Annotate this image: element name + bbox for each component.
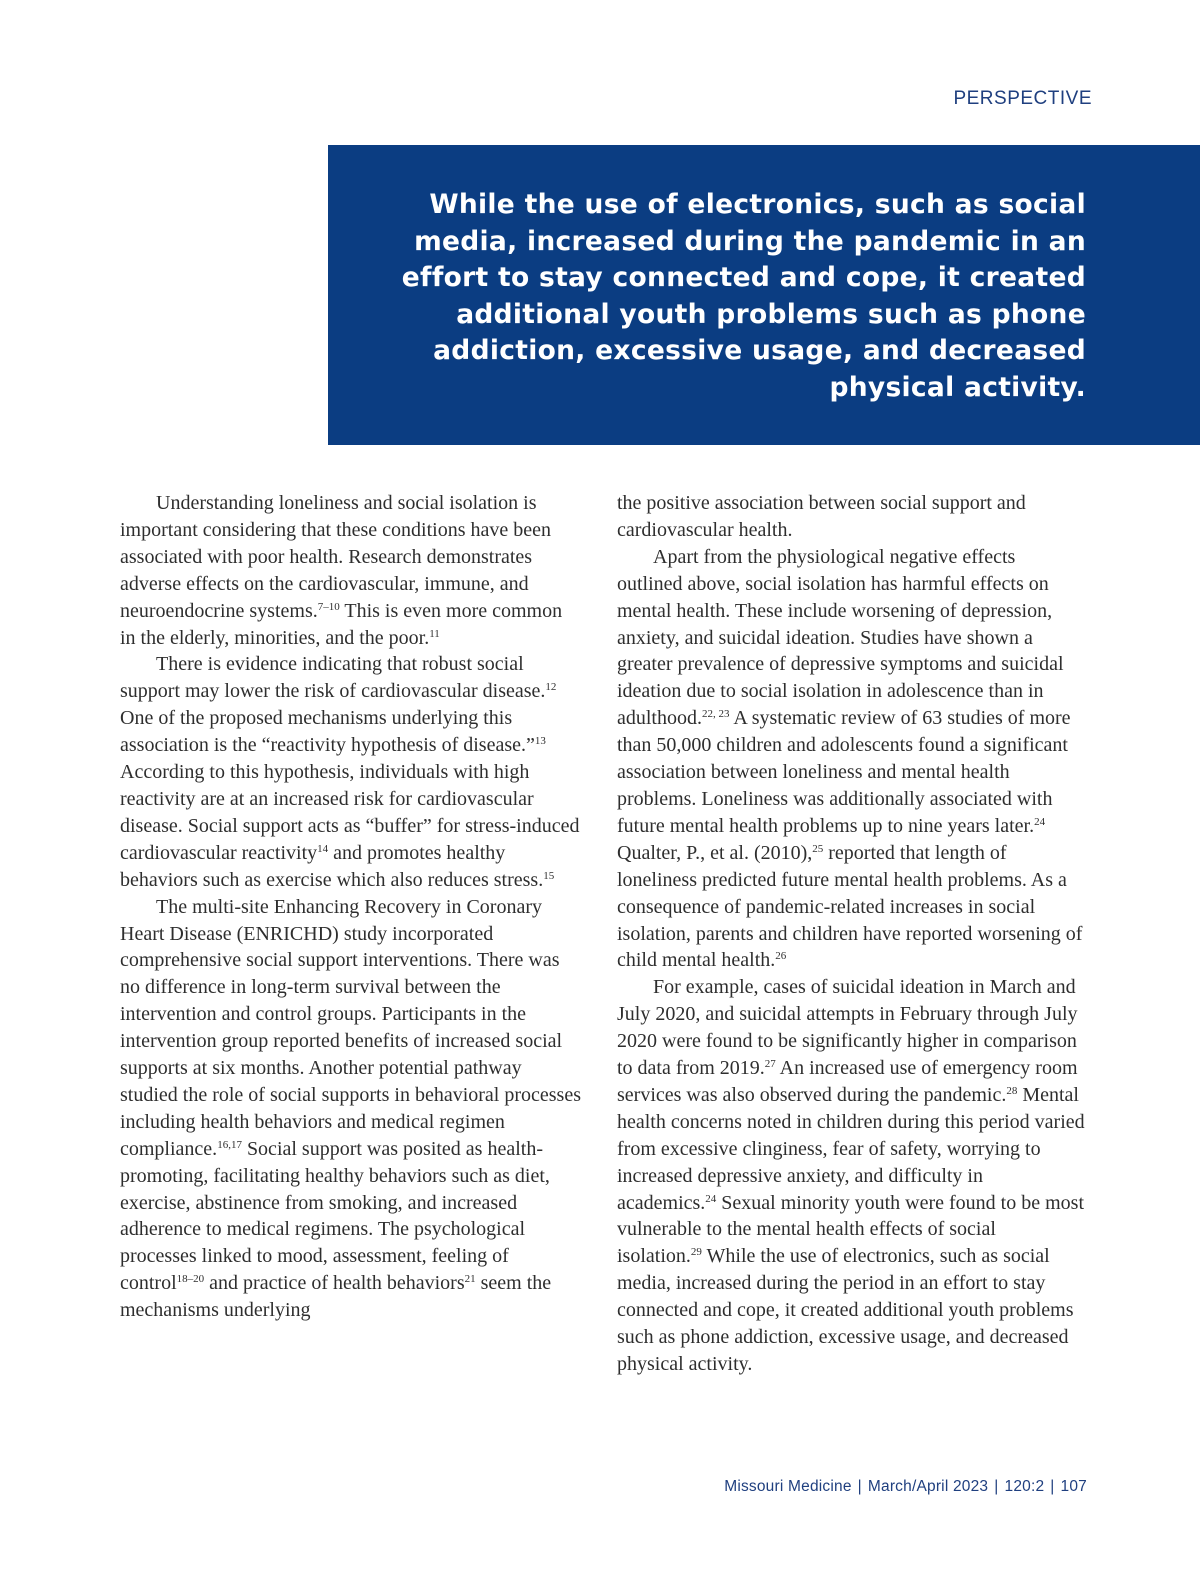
footer-separator: | [857,1478,862,1495]
page-footer [724,1478,1087,1496]
page-number: 107 [1060,1478,1087,1495]
right-paragraph-1: the positive association between social support and cardiovascular health. [617,492,1026,541]
pullquote-box [328,145,1200,445]
section-label: PERSPECTIVE [953,88,1092,109]
footer-separator: | [994,1478,999,1495]
left-column [120,490,582,1324]
right-paragraph-2: Apart from the physiological negative effects outlined above, social isolation has harmful effects on mental health. These include worsening of depression, anxiety, and suicidal ideation. Studies have shown a greater prevalence of depressive symptoms and suicidal ideation due to social isolation in adolescence than in adulthood.$^{22, 23}$ A systematic review of 63 studies of more than 50,000 children and adolescents found a significant association between loneliness and mental health problems. Loneliness was additionally associated with future mental health problems up to nine years later.$^{24}$ Qualter, P., et al. (2010),$^{25}$ reported that length of loneliness predicted future mental health problems. As a consequence of pandemic-related increases in social isolation, parents and children have reported worsening of child mental health.$^{26}$ [617,545,1083,972]
left-paragraph-3: The multi-site Enhancing Recovery in Coronary Heart Disease (ENRICHD) study incorporated comprehensive social support interventions. There was no difference in long-term survival between the intervention and control groups. Participants in the intervention group reported benefits of increased social supports at six months. Another potential pathway studied the role of social supports in behavioral processes including health behaviors and medical regimen compliance.$^{16,17}$ Social support was posited as health-promoting, facilitating healthy behaviors such as diet, exercise, abstinence from smoking, and increased adherence to medical regimens. The psychological processes linked to mood, assessment, feeling of control$^{18-20}$ and practice of health behaviors$^{21}$ seem the mechanisms underlying [120,895,581,1322]
footer-separator: | [1050,1478,1055,1495]
pullquote-text: While the use of electronics, such as social media, increased during the pandemic in an effort to stay connected and cope, it created additional youth problems such as phone addiction, excessive usage, and decreased physical activity. [401,189,1086,403]
left-paragraph-2: There is evidence indicating that robust social support may lower the risk of cardiovascular disease.$^{12}$ One of the proposed mechanisms underlying this association is the “reactivity hypothesis of disease.”$^{13}$ According to this hypothesis, individuals with high reactivity are at an increased risk for cardiovascular disease. Social support acts as “buffer” for stress-induced cardiovascular reactivity$^{14}$ and promotes healthy behaviors such as exercise which also reduces stress.$^{15}$ [120,653,580,891]
footer-journal: Missouri Medicine [724,1478,852,1495]
left-paragraph-1: Understanding loneliness and social isolation is important considering that these conditions have been associated with poor health. Research demonstrates adverse effects on the cardiovascular, immune, and neuroendocrine systems.$^{7-10}$ This is even more common in the elderly, minorities, and the poor.$^{11}$ [120,492,563,649]
right-column [617,490,1085,1378]
right-paragraph-3: For example, cases of suicidal ideation in March and July 2020, and suicidal attempts in February through July 2020 were found to be significantly higher in comparison to data from 2019.27 An increased use of emergency room services was also observed during the pandemic.$^{28}$ Mental health concerns noted in children during this period varied from excessive clinginess, fear of safety, worrying to increased depressive anxiety, and difficulty in academics.$^{24}$ Sexual minority youth were found to be most vulnerable to the mental health effects of social isolation.$^{29}$ While the use of electronics, such as social media, increased during the period in an effort to stay connected and cope, it created additional youth problems such as phone addiction, excessive usage, and decreased physical activity. [617,976,1085,1375]
footer-volume: 120:2 [1004,1478,1045,1495]
footer-issue: March/April 2023 [867,1478,989,1495]
